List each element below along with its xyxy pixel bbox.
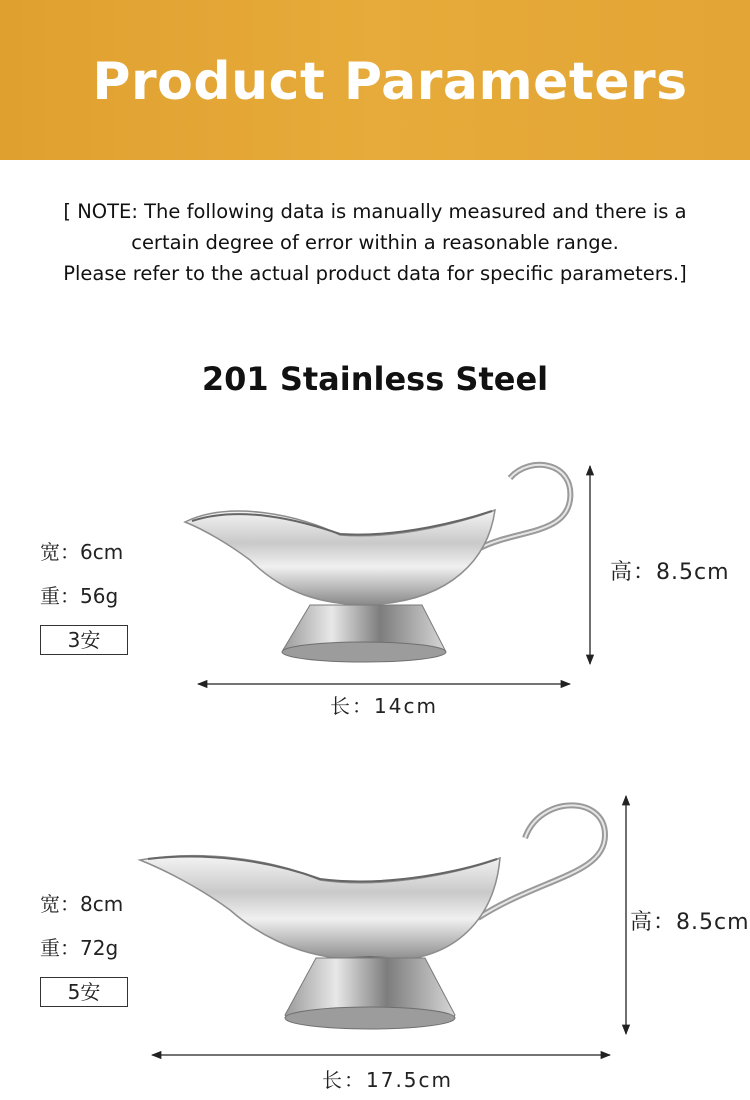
product-1-length: 长：14cm (330, 694, 438, 718)
product-2-length: 长：17.5cm (322, 1068, 454, 1092)
product-2-size-box: 5安 (40, 977, 128, 1007)
product-2-width: 宽：8cm (40, 892, 124, 916)
product-2-height: 高：8.5cm (630, 910, 750, 935)
note-line-1: [ NOTE: The following data is manually measured and there is a (63, 200, 687, 223)
gravy-boat-small-image (185, 465, 570, 662)
banner-title: Product Parameters (92, 52, 688, 112)
product-1-width: 宽：6cm (40, 540, 124, 564)
product-1-weight: 重：56g (40, 584, 119, 608)
note-line-2: certain degree of error within a reasonable range. (131, 231, 619, 254)
product-2-weight: 重：72g (40, 936, 119, 960)
gravy-boat-large-image (140, 805, 605, 1029)
note-line-3: Please refer to the actual product data for specific parameters.] (63, 262, 687, 285)
product-1-size-box: 3安 (40, 625, 128, 655)
material-title: 201 Stainless Steel (201, 360, 549, 398)
product-1-height: 高：8.5cm (610, 560, 730, 585)
